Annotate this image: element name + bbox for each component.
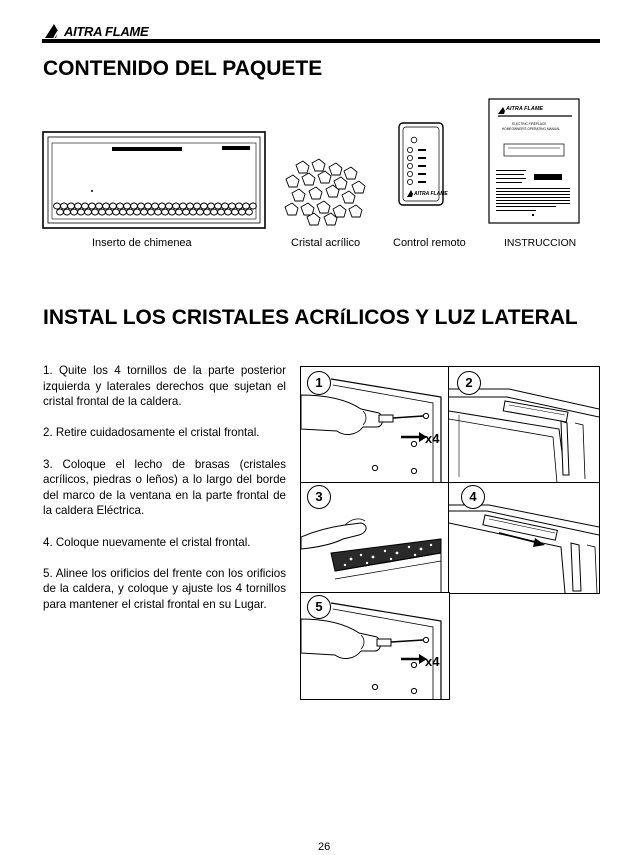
header-rule xyxy=(42,39,600,43)
acrylic-crystals-image xyxy=(282,157,370,227)
figure-1-number: 1 xyxy=(307,371,331,395)
caption-acrylic-crystals: Cristal acrílico xyxy=(291,237,361,249)
figure-4-number: 4 xyxy=(461,485,485,509)
brand-name: AITRA FLAME xyxy=(64,24,149,39)
figure-5-screw-count: x4 xyxy=(425,654,440,669)
install-steps xyxy=(43,363,286,628)
step-2-text: 2. Retire cuidadosamente el cristal frontal. xyxy=(43,426,260,440)
instruction-manual-image xyxy=(488,98,580,224)
caption-instruction-manual: INSTRUCCION xyxy=(504,238,577,249)
manual-title-line2: HOMEOWNER'S OPERATING MANUAL xyxy=(502,127,561,131)
figure-1-panel xyxy=(300,366,450,484)
manual-brand: AITRA FLAME xyxy=(506,106,544,112)
remote-brand: AITRA FLAME xyxy=(414,191,448,197)
figure-2-panel xyxy=(448,366,600,484)
step-5-text: 5. Alinee los orificios del frente con los orificios de la caldera, y coloque y ajuste los 4 tornillos para mantener el cristal frontal en su Lugar. xyxy=(43,566,286,611)
remote-control-image xyxy=(398,122,448,206)
install-section-title: INSTAL LOS CRISTALES ACRíLICOS Y LUZ LATERAL xyxy=(43,306,578,329)
page-number: 26 xyxy=(318,841,331,853)
figure-3-panel xyxy=(300,482,450,594)
step-1-text: 1. Quite los 4 tornillos de la parte posterior izquierda y laterales derechos que sujetan el cristal frontal de la caldera. xyxy=(43,364,286,409)
step-4-text: 4. Coloque nuevamente el cristal frontal. xyxy=(43,535,251,549)
figure-1-screw-count: x4 xyxy=(425,431,440,446)
caption-fireplace-insert: Inserto de chimenea xyxy=(92,237,192,249)
figure-2-number: 2 xyxy=(457,371,481,395)
figure-4-panel xyxy=(448,482,600,594)
fireplace-insert-image xyxy=(42,131,266,229)
package-section-title: CONTENIDO DEL PAQUETE xyxy=(43,57,323,80)
manual-title-line1: ELECTRIC FIREPLACE xyxy=(512,122,547,126)
figure-5-panel xyxy=(300,592,450,700)
figure-3-number: 3 xyxy=(307,485,331,509)
figure-5-number: 5 xyxy=(307,595,331,619)
caption-remote-control: Control remoto xyxy=(393,237,466,249)
step-3-text: 3. Coloque el lecho de brasas (cristales acrílicos, piedras o leños) a lo largo del borde del marco de la ventana en la parte frontal de la caldera Eléctrica. xyxy=(43,457,286,518)
